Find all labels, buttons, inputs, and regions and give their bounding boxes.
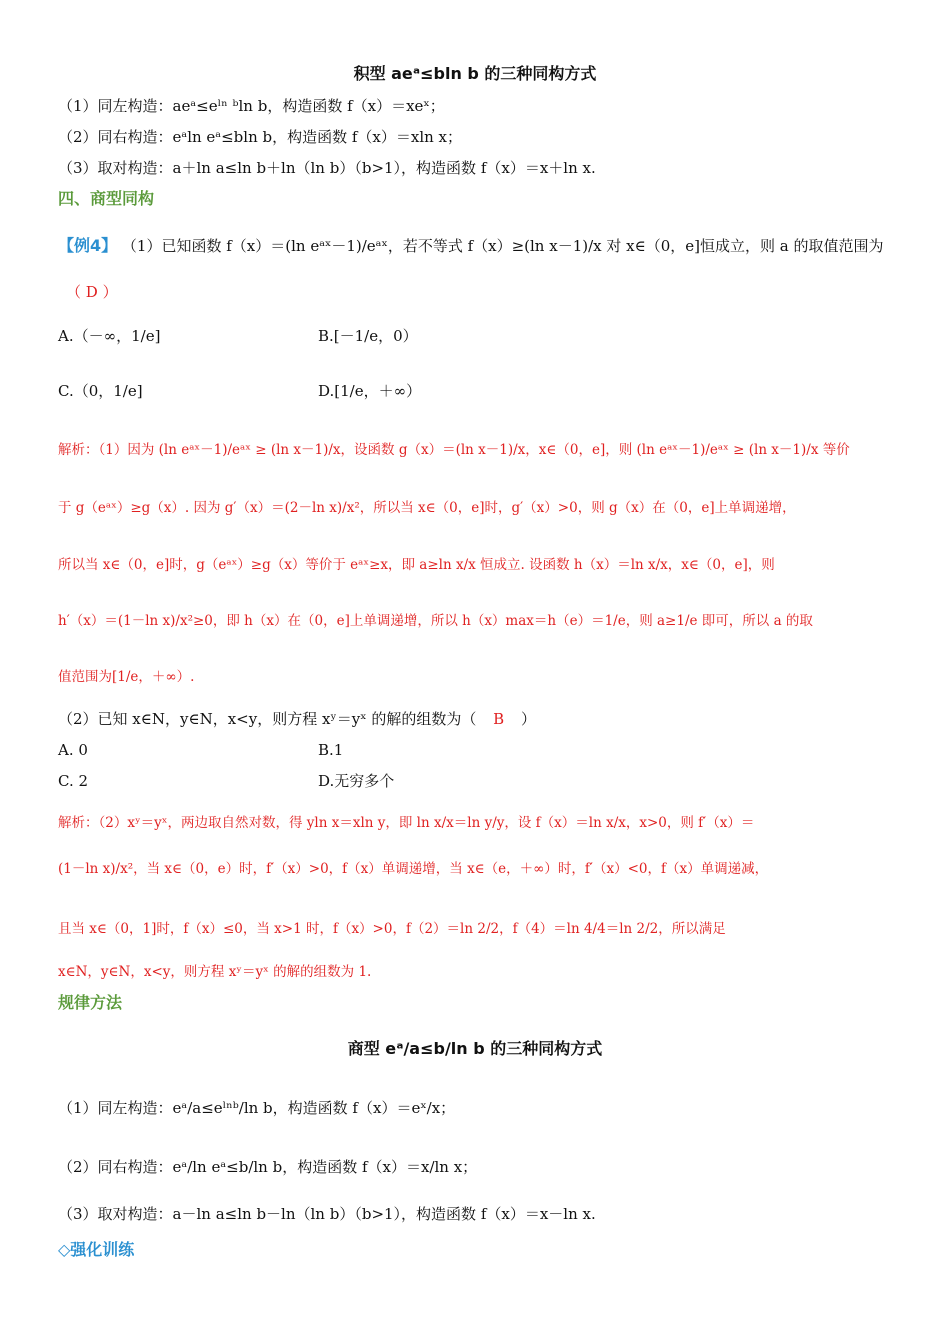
q1-option-d: D.[1/e，＋∞）	[318, 382, 422, 400]
box2-item-2: （2）同右构造：eᵃ/ln eᵃ≤b/ln b，构造函数 f（x）＝x/ln x；	[58, 1158, 478, 1176]
q2-stem: （2）已知 x∈N，y∈N，x<y，则方程 xʸ＝yˣ 的解的组数为（	[58, 710, 477, 728]
q1-option-a: A.（－∞，1/e]	[58, 327, 161, 345]
sol2-line-3: 且当 x∈（0，1]时，f（x）≤0，当 x>1 时，f（x）>0，f（2）＝ln 2/2，f（4）＝ln 4/4＝ln 2/2，所以满足	[58, 921, 726, 937]
box2-item-3: （3）取对构造：a－ln a≤ln b－ln（ln b）（b>1），构造函数 f（x）＝x－ln x.	[58, 1205, 596, 1223]
q1-stem: （1）已知函数 f（x）＝(ln eᵃˣ－1)/eᵃˣ，若不等式 f（x）≥(ln x－1)/x 对 x∈（0，e]恒成立，则 a 的取值范围为	[121, 237, 884, 255]
training-heading: ◇强化训练	[58, 1240, 135, 1259]
q2-option-b: B.1	[318, 741, 344, 759]
example-label: 【例4】	[58, 236, 118, 255]
sol1-line-1: 解析：（1）因为 (ln eᵃˣ－1)/eᵃˣ ≥ (ln x－1)/x，设函数 g（x）＝(ln x－1)/x，x∈（0，e]，则 (ln eᵃˣ－1)/eᵃˣ ≥ (ln x－1)/x 等价	[58, 442, 850, 458]
q2-close: ）	[520, 710, 536, 728]
section-heading: 四、商型同构	[58, 189, 155, 208]
sol1-line-5: 值范围为[1/e，＋∞）.	[58, 669, 195, 685]
method-heading: 规律方法	[58, 993, 123, 1012]
box1-item-3: （3）取对构造：a＋ln a≤ln b＋ln（ln b）（b>1），构造函数 f（x）＝x＋ln x.	[58, 159, 596, 177]
sol2-line-4: x∈N，y∈N，x<y，则方程 xʸ＝yˣ 的解的组数为 1.	[58, 964, 372, 980]
sol1-line-4: h′（x）＝(1－ln x)/x²≥0，即 h（x）在（0，e]上单调递增，所以 h（x）max＝h（e）＝1/e，则 a≥1/e 即可，所以 a 的取	[58, 613, 813, 629]
q2-option-a: A. 0	[58, 741, 88, 759]
box2-item-1: （1）同左构造：eᵃ/a≤eˡⁿᵇ/ln b，构造函数 f（x）＝eˣ/x；	[58, 1099, 456, 1117]
box1-item-1: （1）同左构造：aeᵃ≤eˡⁿ ᵇln b，构造函数 f（x）＝xeˣ；	[58, 97, 445, 115]
q2-option-d: D.无穷多个	[318, 772, 395, 790]
sol1-line-2: 于 g（eᵃˣ）≥g（x）. 因为 g′（x）＝(2－ln x)/x²，所以当 x∈（0，e]时，g′（x）>0，则 g（x）在（0，e]上单调递增，	[58, 500, 796, 516]
box1-title: 积型 aeᵃ≤bln b 的三种同构方式	[353, 64, 597, 83]
example4-q1	[58, 236, 883, 256]
box1-item-2: （2）同右构造：eᵃln eᵃ≤bln b，构造函数 f（x）＝xln x；	[58, 128, 463, 146]
q1-option-c: C.（0，1/e]	[58, 382, 143, 400]
q2-stem-line	[58, 709, 536, 729]
sol1-line-3: 所以当 x∈（0，e]时，g（eᵃˣ）≥g（x）等价于 eᵃˣ≥x，即 a≥ln x/x 恒成立. 设函数 h（x）＝ln x/x，x∈（0，e]，则	[58, 557, 775, 573]
q1-option-b: B.[－1/e，0）	[318, 327, 418, 345]
sol2-line-2: (1－ln x)/x²，当 x∈（0，e）时，f′（x）>0，f（x）单调递增，当 x∈（e，＋∞）时，f′（x）<0，f（x）单调递减，	[58, 861, 769, 877]
box2-title: 商型 eᵃ/a≤b/ln b 的三种同构方式	[347, 1039, 603, 1058]
q2-option-c: C. 2	[58, 772, 89, 790]
q1-answer: （ D ）	[66, 283, 118, 301]
q2-answer: B	[493, 710, 505, 728]
sol2-line-1: 解析：（2）xʸ＝yˣ，两边取自然对数，得 yln x＝xln y，即 ln x/x＝ln y/y，设 f（x）＝ln x/x，x>0，则 f′（x）＝	[58, 815, 755, 831]
